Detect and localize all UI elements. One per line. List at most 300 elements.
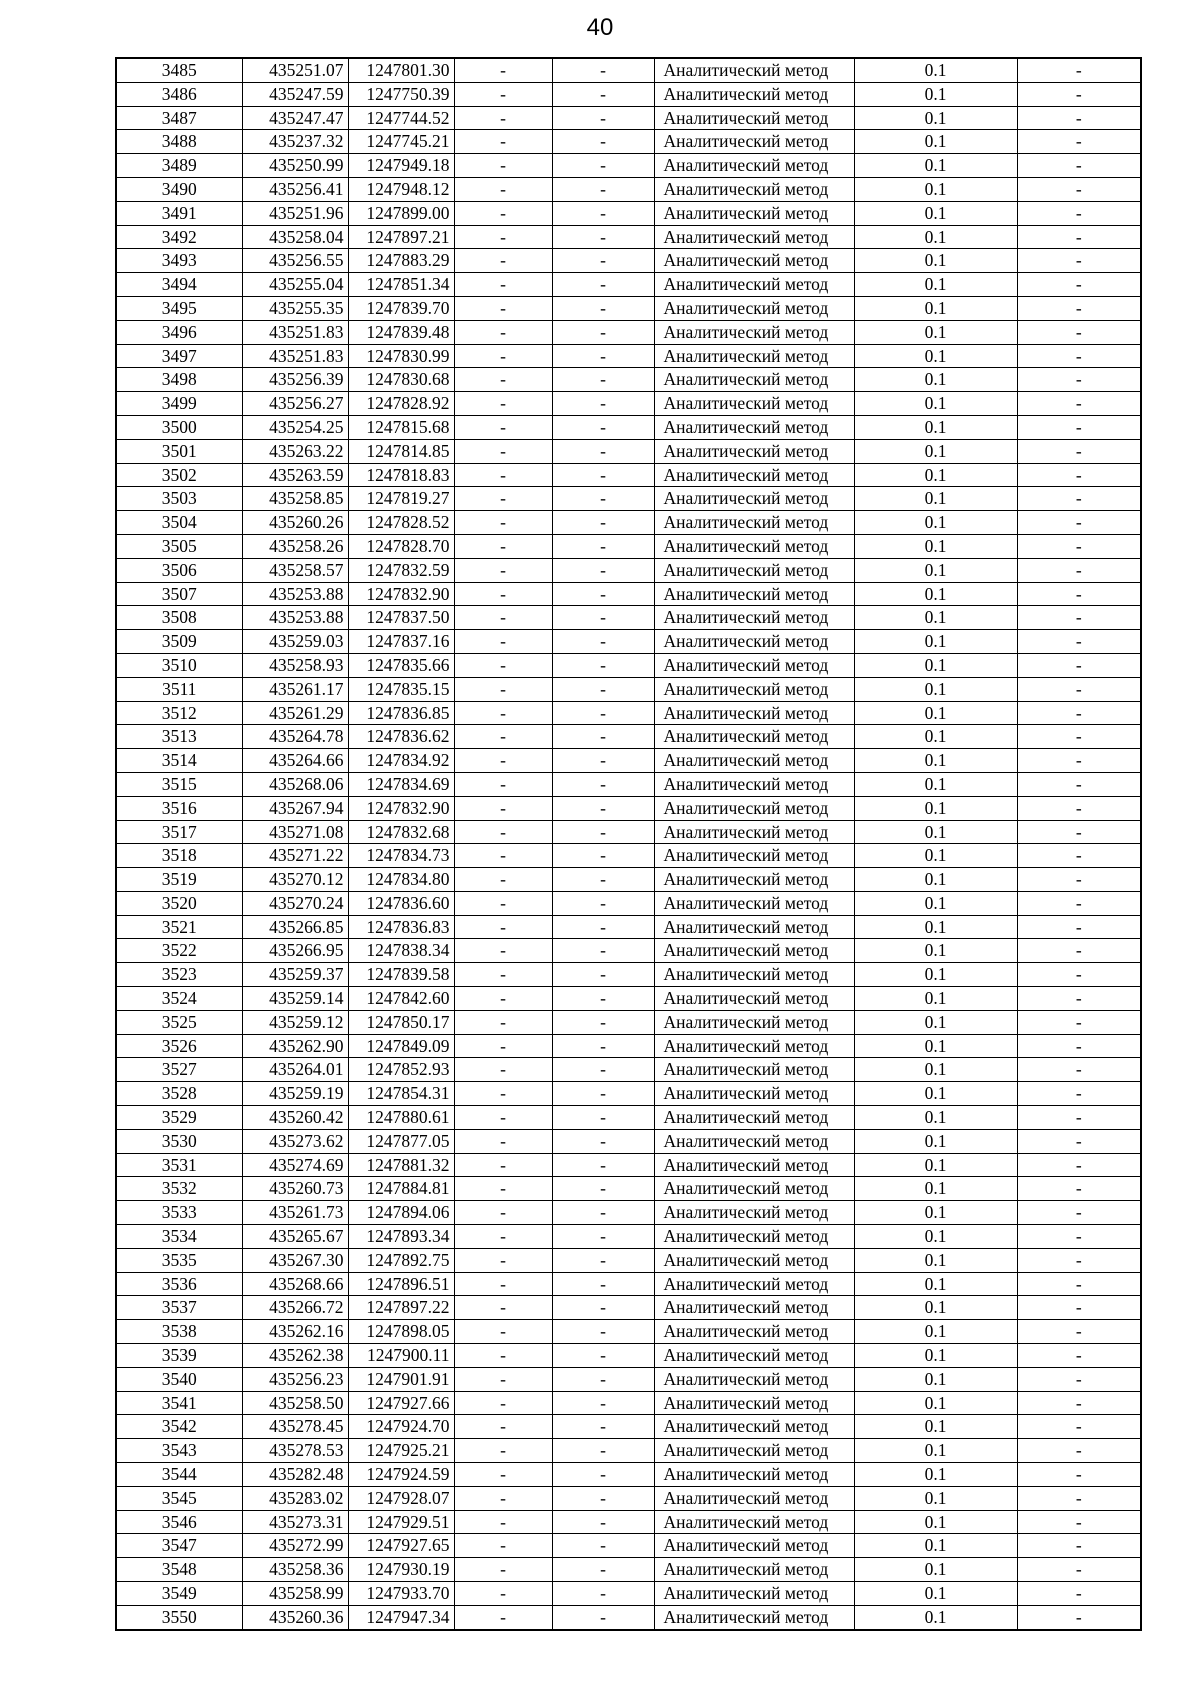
table-row bbox=[116, 891, 1141, 915]
accuracy-cell: 0.1 bbox=[854, 1153, 1017, 1177]
y-coordinate-cell: 1247744.52 bbox=[348, 106, 454, 130]
x-coordinate-cell: 435268.66 bbox=[242, 1272, 348, 1296]
accuracy-cell: 0.1 bbox=[854, 1201, 1017, 1225]
dash-cell: - bbox=[552, 701, 654, 725]
accuracy-cell: 0.1 bbox=[854, 1463, 1017, 1487]
page-number: 40 bbox=[586, 14, 614, 41]
dash-cell: - bbox=[552, 154, 654, 178]
dash-cell: - bbox=[454, 939, 552, 963]
x-coordinate-cell: 435258.85 bbox=[242, 487, 348, 511]
x-coordinate-cell: 435258.04 bbox=[242, 225, 348, 249]
table-row bbox=[116, 249, 1141, 273]
dash-cell: - bbox=[454, 392, 552, 416]
y-coordinate-cell: 1247897.22 bbox=[348, 1296, 454, 1320]
method-cell: Аналитический метод bbox=[654, 249, 854, 273]
dash-cell: - bbox=[454, 368, 552, 392]
accuracy-cell: 0.1 bbox=[854, 606, 1017, 630]
x-coordinate-cell: 435259.19 bbox=[242, 1082, 348, 1106]
x-coordinate-cell: 435255.04 bbox=[242, 273, 348, 297]
x-coordinate-cell: 435250.99 bbox=[242, 154, 348, 178]
method-cell: Аналитический метод bbox=[654, 677, 854, 701]
y-coordinate-cell: 1247745.21 bbox=[348, 130, 454, 154]
dash-cell: - bbox=[1017, 1605, 1141, 1629]
point-number-cell: 3526 bbox=[116, 1034, 242, 1058]
table-row bbox=[116, 534, 1141, 558]
dash-cell: - bbox=[454, 701, 552, 725]
dash-cell: - bbox=[1017, 1129, 1141, 1153]
dash-cell: - bbox=[552, 1510, 654, 1534]
accuracy-cell: 0.1 bbox=[854, 677, 1017, 701]
accuracy-cell: 0.1 bbox=[854, 772, 1017, 796]
dash-cell: - bbox=[1017, 392, 1141, 416]
dash-cell: - bbox=[454, 891, 552, 915]
y-coordinate-cell: 1247924.59 bbox=[348, 1463, 454, 1487]
table-row bbox=[116, 368, 1141, 392]
y-coordinate-cell: 1247830.68 bbox=[348, 368, 454, 392]
accuracy-cell: 0.1 bbox=[854, 582, 1017, 606]
dash-cell: - bbox=[1017, 1010, 1141, 1034]
dash-cell: - bbox=[552, 1344, 654, 1368]
accuracy-cell: 0.1 bbox=[854, 511, 1017, 535]
table-row bbox=[116, 273, 1141, 297]
accuracy-cell: 0.1 bbox=[854, 1248, 1017, 1272]
dash-cell: - bbox=[454, 487, 552, 511]
point-number-cell: 3518 bbox=[116, 844, 242, 868]
accuracy-cell: 0.1 bbox=[854, 249, 1017, 273]
method-cell: Аналитический метод bbox=[654, 1201, 854, 1225]
dash-cell: - bbox=[552, 344, 654, 368]
point-number-cell: 3494 bbox=[116, 273, 242, 297]
table-row bbox=[116, 844, 1141, 868]
dash-cell: - bbox=[454, 653, 552, 677]
method-cell: Аналитический метод bbox=[654, 1248, 854, 1272]
point-number-cell: 3531 bbox=[116, 1153, 242, 1177]
table-row bbox=[116, 487, 1141, 511]
accuracy-cell: 0.1 bbox=[854, 154, 1017, 178]
accuracy-cell: 0.1 bbox=[854, 392, 1017, 416]
dash-cell: - bbox=[454, 1201, 552, 1225]
dash-cell: - bbox=[1017, 1534, 1141, 1558]
point-number-cell: 3485 bbox=[116, 58, 242, 82]
dash-cell: - bbox=[454, 1510, 552, 1534]
y-coordinate-cell: 1247948.12 bbox=[348, 177, 454, 201]
x-coordinate-cell: 435278.53 bbox=[242, 1439, 348, 1463]
dash-cell: - bbox=[1017, 987, 1141, 1011]
dash-cell: - bbox=[454, 106, 552, 130]
dash-cell: - bbox=[1017, 1225, 1141, 1249]
point-number-cell: 3521 bbox=[116, 915, 242, 939]
y-coordinate-cell: 1247896.51 bbox=[348, 1272, 454, 1296]
dash-cell: - bbox=[454, 915, 552, 939]
accuracy-cell: 0.1 bbox=[854, 558, 1017, 582]
accuracy-cell: 0.1 bbox=[854, 439, 1017, 463]
method-cell: Аналитический метод bbox=[654, 701, 854, 725]
dash-cell: - bbox=[454, 1367, 552, 1391]
point-number-cell: 3529 bbox=[116, 1106, 242, 1130]
table-row bbox=[116, 58, 1141, 82]
y-coordinate-cell: 1247838.34 bbox=[348, 939, 454, 963]
dash-cell: - bbox=[454, 82, 552, 106]
y-coordinate-cell: 1247850.17 bbox=[348, 1010, 454, 1034]
y-coordinate-cell: 1247851.34 bbox=[348, 273, 454, 297]
dash-cell: - bbox=[454, 1486, 552, 1510]
point-number-cell: 3497 bbox=[116, 344, 242, 368]
dash-cell: - bbox=[454, 606, 552, 630]
dash-cell: - bbox=[552, 1106, 654, 1130]
accuracy-cell: 0.1 bbox=[854, 1344, 1017, 1368]
point-number-cell: 3506 bbox=[116, 558, 242, 582]
table-row bbox=[116, 1296, 1141, 1320]
point-number-cell: 3514 bbox=[116, 749, 242, 773]
accuracy-cell: 0.1 bbox=[854, 106, 1017, 130]
dash-cell: - bbox=[1017, 154, 1141, 178]
dash-cell: - bbox=[1017, 891, 1141, 915]
accuracy-cell: 0.1 bbox=[854, 177, 1017, 201]
dash-cell: - bbox=[1017, 1439, 1141, 1463]
x-coordinate-cell: 435251.96 bbox=[242, 201, 348, 225]
table-row bbox=[116, 1153, 1141, 1177]
y-coordinate-cell: 1247836.62 bbox=[348, 725, 454, 749]
table-row bbox=[116, 463, 1141, 487]
x-coordinate-cell: 435259.14 bbox=[242, 987, 348, 1011]
method-cell: Аналитический метод bbox=[654, 558, 854, 582]
method-cell: Аналитический метод bbox=[654, 511, 854, 535]
point-number-cell: 3528 bbox=[116, 1082, 242, 1106]
accuracy-cell: 0.1 bbox=[854, 201, 1017, 225]
accuracy-cell: 0.1 bbox=[854, 1534, 1017, 1558]
point-number-cell: 3519 bbox=[116, 868, 242, 892]
accuracy-cell: 0.1 bbox=[854, 653, 1017, 677]
method-cell: Аналитический метод bbox=[654, 1486, 854, 1510]
dash-cell: - bbox=[454, 534, 552, 558]
dash-cell: - bbox=[1017, 606, 1141, 630]
dash-cell: - bbox=[552, 1010, 654, 1034]
accuracy-cell: 0.1 bbox=[854, 225, 1017, 249]
dash-cell: - bbox=[454, 677, 552, 701]
dash-cell: - bbox=[454, 1439, 552, 1463]
accuracy-cell: 0.1 bbox=[854, 915, 1017, 939]
table-row bbox=[116, 677, 1141, 701]
dash-cell: - bbox=[552, 1582, 654, 1606]
y-coordinate-cell: 1247830.99 bbox=[348, 344, 454, 368]
dash-cell: - bbox=[1017, 1510, 1141, 1534]
method-cell: Аналитический метод bbox=[654, 392, 854, 416]
dash-cell: - bbox=[454, 1177, 552, 1201]
point-number-cell: 3486 bbox=[116, 82, 242, 106]
method-cell: Аналитический метод bbox=[654, 630, 854, 654]
y-coordinate-cell: 1247836.83 bbox=[348, 915, 454, 939]
method-cell: Аналитический метод bbox=[654, 1463, 854, 1487]
table-row bbox=[116, 1225, 1141, 1249]
dash-cell: - bbox=[552, 1177, 654, 1201]
dash-cell: - bbox=[552, 487, 654, 511]
accuracy-cell: 0.1 bbox=[854, 1486, 1017, 1510]
dash-cell: - bbox=[1017, 368, 1141, 392]
method-cell: Аналитический метод bbox=[654, 820, 854, 844]
y-coordinate-cell: 1247842.60 bbox=[348, 987, 454, 1011]
dash-cell: - bbox=[552, 987, 654, 1011]
accuracy-cell: 0.1 bbox=[854, 1320, 1017, 1344]
point-number-cell: 3505 bbox=[116, 534, 242, 558]
y-coordinate-cell: 1247854.31 bbox=[348, 1082, 454, 1106]
x-coordinate-cell: 435266.72 bbox=[242, 1296, 348, 1320]
dash-cell: - bbox=[552, 392, 654, 416]
dash-cell: - bbox=[1017, 653, 1141, 677]
method-cell: Аналитический метод bbox=[654, 1082, 854, 1106]
y-coordinate-cell: 1247892.75 bbox=[348, 1248, 454, 1272]
method-cell: Аналитический метод bbox=[654, 1510, 854, 1534]
dash-cell: - bbox=[454, 1320, 552, 1344]
method-cell: Аналитический метод bbox=[654, 1225, 854, 1249]
y-coordinate-cell: 1247832.90 bbox=[348, 582, 454, 606]
accuracy-cell: 0.1 bbox=[854, 1367, 1017, 1391]
dash-cell: - bbox=[552, 844, 654, 868]
method-cell: Аналитический метод bbox=[654, 1272, 854, 1296]
accuracy-cell: 0.1 bbox=[854, 487, 1017, 511]
method-cell: Аналитический метод bbox=[654, 201, 854, 225]
point-number-cell: 3542 bbox=[116, 1415, 242, 1439]
y-coordinate-cell: 1247836.60 bbox=[348, 891, 454, 915]
method-cell: Аналитический метод bbox=[654, 534, 854, 558]
dash-cell: - bbox=[454, 749, 552, 773]
method-cell: Аналитический метод bbox=[654, 1367, 854, 1391]
y-coordinate-cell: 1247834.92 bbox=[348, 749, 454, 773]
y-coordinate-cell: 1247901.91 bbox=[348, 1367, 454, 1391]
table-row bbox=[116, 820, 1141, 844]
dash-cell: - bbox=[1017, 320, 1141, 344]
point-number-cell: 3499 bbox=[116, 392, 242, 416]
dash-cell: - bbox=[1017, 82, 1141, 106]
dash-cell: - bbox=[552, 772, 654, 796]
x-coordinate-cell: 435263.59 bbox=[242, 463, 348, 487]
x-coordinate-cell: 435259.03 bbox=[242, 630, 348, 654]
y-coordinate-cell: 1247835.66 bbox=[348, 653, 454, 677]
dash-cell: - bbox=[552, 1534, 654, 1558]
dash-cell: - bbox=[552, 915, 654, 939]
dash-cell: - bbox=[454, 1272, 552, 1296]
dash-cell: - bbox=[1017, 582, 1141, 606]
point-number-cell: 3515 bbox=[116, 772, 242, 796]
point-number-cell: 3509 bbox=[116, 630, 242, 654]
accuracy-cell: 0.1 bbox=[854, 82, 1017, 106]
y-coordinate-cell: 1247877.05 bbox=[348, 1129, 454, 1153]
table-row bbox=[116, 1129, 1141, 1153]
x-coordinate-cell: 435272.99 bbox=[242, 1534, 348, 1558]
method-cell: Аналитический метод bbox=[654, 439, 854, 463]
dash-cell: - bbox=[1017, 1582, 1141, 1606]
table-row bbox=[116, 296, 1141, 320]
dash-cell: - bbox=[1017, 915, 1141, 939]
point-number-cell: 3534 bbox=[116, 1225, 242, 1249]
dash-cell: - bbox=[552, 201, 654, 225]
x-coordinate-cell: 435283.02 bbox=[242, 1486, 348, 1510]
dash-cell: - bbox=[454, 1106, 552, 1130]
accuracy-cell: 0.1 bbox=[854, 415, 1017, 439]
dash-cell: - bbox=[552, 225, 654, 249]
x-coordinate-cell: 435251.83 bbox=[242, 320, 348, 344]
accuracy-cell: 0.1 bbox=[854, 1391, 1017, 1415]
dash-cell: - bbox=[552, 630, 654, 654]
dash-cell: - bbox=[454, 463, 552, 487]
dash-cell: - bbox=[1017, 868, 1141, 892]
dash-cell: - bbox=[454, 1296, 552, 1320]
dash-cell: - bbox=[454, 963, 552, 987]
dash-cell: - bbox=[1017, 1201, 1141, 1225]
x-coordinate-cell: 435282.48 bbox=[242, 1463, 348, 1487]
dash-cell: - bbox=[1017, 1248, 1141, 1272]
point-number-cell: 3525 bbox=[116, 1010, 242, 1034]
method-cell: Аналитический метод bbox=[654, 987, 854, 1011]
method-cell: Аналитический метод bbox=[654, 463, 854, 487]
dash-cell: - bbox=[454, 130, 552, 154]
table-row bbox=[116, 1510, 1141, 1534]
dash-cell: - bbox=[552, 749, 654, 773]
table-row bbox=[116, 1344, 1141, 1368]
x-coordinate-cell: 435270.12 bbox=[242, 868, 348, 892]
dash-cell: - bbox=[1017, 749, 1141, 773]
y-coordinate-cell: 1247801.30 bbox=[348, 58, 454, 82]
dash-cell: - bbox=[1017, 534, 1141, 558]
table-row bbox=[116, 1439, 1141, 1463]
dash-cell: - bbox=[552, 582, 654, 606]
y-coordinate-cell: 1247949.18 bbox=[348, 154, 454, 178]
x-coordinate-cell: 435262.38 bbox=[242, 1344, 348, 1368]
accuracy-cell: 0.1 bbox=[854, 273, 1017, 297]
x-coordinate-cell: 435274.69 bbox=[242, 1153, 348, 1177]
y-coordinate-cell: 1247884.81 bbox=[348, 1177, 454, 1201]
dash-cell: - bbox=[1017, 725, 1141, 749]
dash-cell: - bbox=[1017, 772, 1141, 796]
table-row bbox=[116, 630, 1141, 654]
table-row bbox=[116, 915, 1141, 939]
point-number-cell: 3493 bbox=[116, 249, 242, 273]
method-cell: Аналитический метод bbox=[654, 1034, 854, 1058]
dash-cell: - bbox=[1017, 820, 1141, 844]
method-cell: Аналитический метод bbox=[654, 296, 854, 320]
table-row bbox=[116, 963, 1141, 987]
table-row bbox=[116, 606, 1141, 630]
coordinates-table bbox=[115, 57, 1142, 1631]
dash-cell: - bbox=[552, 1201, 654, 1225]
point-number-cell: 3517 bbox=[116, 820, 242, 844]
dash-cell: - bbox=[552, 296, 654, 320]
accuracy-cell: 0.1 bbox=[854, 939, 1017, 963]
point-number-cell: 3492 bbox=[116, 225, 242, 249]
point-number-cell: 3541 bbox=[116, 1391, 242, 1415]
dash-cell: - bbox=[454, 1248, 552, 1272]
dash-cell: - bbox=[1017, 273, 1141, 297]
x-coordinate-cell: 435258.93 bbox=[242, 653, 348, 677]
dash-cell: - bbox=[454, 58, 552, 82]
method-cell: Аналитический метод bbox=[654, 1010, 854, 1034]
accuracy-cell: 0.1 bbox=[854, 868, 1017, 892]
point-number-cell: 3508 bbox=[116, 606, 242, 630]
method-cell: Аналитический метод bbox=[654, 58, 854, 82]
point-number-cell: 3520 bbox=[116, 891, 242, 915]
dash-cell: - bbox=[552, 534, 654, 558]
dash-cell: - bbox=[454, 558, 552, 582]
x-coordinate-cell: 435253.88 bbox=[242, 606, 348, 630]
y-coordinate-cell: 1247928.07 bbox=[348, 1486, 454, 1510]
table-row bbox=[116, 1463, 1141, 1487]
point-number-cell: 3535 bbox=[116, 1248, 242, 1272]
point-number-cell: 3530 bbox=[116, 1129, 242, 1153]
x-coordinate-cell: 435260.26 bbox=[242, 511, 348, 535]
point-number-cell: 3538 bbox=[116, 1320, 242, 1344]
accuracy-cell: 0.1 bbox=[854, 58, 1017, 82]
dash-cell: - bbox=[1017, 344, 1141, 368]
table-row bbox=[116, 320, 1141, 344]
accuracy-cell: 0.1 bbox=[854, 630, 1017, 654]
y-coordinate-cell: 1247818.83 bbox=[348, 463, 454, 487]
x-coordinate-cell: 435262.16 bbox=[242, 1320, 348, 1344]
dash-cell: - bbox=[552, 439, 654, 463]
y-coordinate-cell: 1247834.69 bbox=[348, 772, 454, 796]
y-coordinate-cell: 1247837.50 bbox=[348, 606, 454, 630]
method-cell: Аналитический метод bbox=[654, 1534, 854, 1558]
y-coordinate-cell: 1247927.66 bbox=[348, 1391, 454, 1415]
x-coordinate-cell: 435260.36 bbox=[242, 1605, 348, 1629]
dash-cell: - bbox=[454, 1391, 552, 1415]
method-cell: Аналитический метод bbox=[654, 1415, 854, 1439]
accuracy-cell: 0.1 bbox=[854, 534, 1017, 558]
x-coordinate-cell: 435267.30 bbox=[242, 1248, 348, 1272]
table-row bbox=[116, 772, 1141, 796]
y-coordinate-cell: 1247881.32 bbox=[348, 1153, 454, 1177]
table-row bbox=[116, 1391, 1141, 1415]
dash-cell: - bbox=[552, 1129, 654, 1153]
x-coordinate-cell: 435273.62 bbox=[242, 1129, 348, 1153]
dash-cell: - bbox=[552, 1558, 654, 1582]
dash-cell: - bbox=[454, 296, 552, 320]
accuracy-cell: 0.1 bbox=[854, 1558, 1017, 1582]
table-row bbox=[116, 1558, 1141, 1582]
point-number-cell: 3503 bbox=[116, 487, 242, 511]
dash-cell: - bbox=[454, 630, 552, 654]
table-row bbox=[116, 106, 1141, 130]
dash-cell: - bbox=[552, 677, 654, 701]
dash-cell: - bbox=[1017, 249, 1141, 273]
method-cell: Аналитический метод bbox=[654, 368, 854, 392]
accuracy-cell: 0.1 bbox=[854, 1272, 1017, 1296]
x-coordinate-cell: 435266.95 bbox=[242, 939, 348, 963]
point-number-cell: 3547 bbox=[116, 1534, 242, 1558]
dash-cell: - bbox=[552, 1605, 654, 1629]
point-number-cell: 3511 bbox=[116, 677, 242, 701]
x-coordinate-cell: 435258.50 bbox=[242, 1391, 348, 1415]
table-body bbox=[116, 58, 1141, 1630]
x-coordinate-cell: 435259.12 bbox=[242, 1010, 348, 1034]
method-cell: Аналитический метод bbox=[654, 1153, 854, 1177]
point-number-cell: 3545 bbox=[116, 1486, 242, 1510]
table-row bbox=[116, 1034, 1141, 1058]
accuracy-cell: 0.1 bbox=[854, 1177, 1017, 1201]
y-coordinate-cell: 1247832.90 bbox=[348, 796, 454, 820]
x-coordinate-cell: 435264.78 bbox=[242, 725, 348, 749]
dash-cell: - bbox=[552, 868, 654, 892]
x-coordinate-cell: 435260.42 bbox=[242, 1106, 348, 1130]
dash-cell: - bbox=[454, 725, 552, 749]
x-coordinate-cell: 435258.36 bbox=[242, 1558, 348, 1582]
x-coordinate-cell: 435261.73 bbox=[242, 1201, 348, 1225]
dash-cell: - bbox=[454, 1034, 552, 1058]
dash-cell: - bbox=[454, 154, 552, 178]
accuracy-cell: 0.1 bbox=[854, 320, 1017, 344]
point-number-cell: 3516 bbox=[116, 796, 242, 820]
x-coordinate-cell: 435247.47 bbox=[242, 106, 348, 130]
dash-cell: - bbox=[552, 130, 654, 154]
dash-cell: - bbox=[454, 820, 552, 844]
